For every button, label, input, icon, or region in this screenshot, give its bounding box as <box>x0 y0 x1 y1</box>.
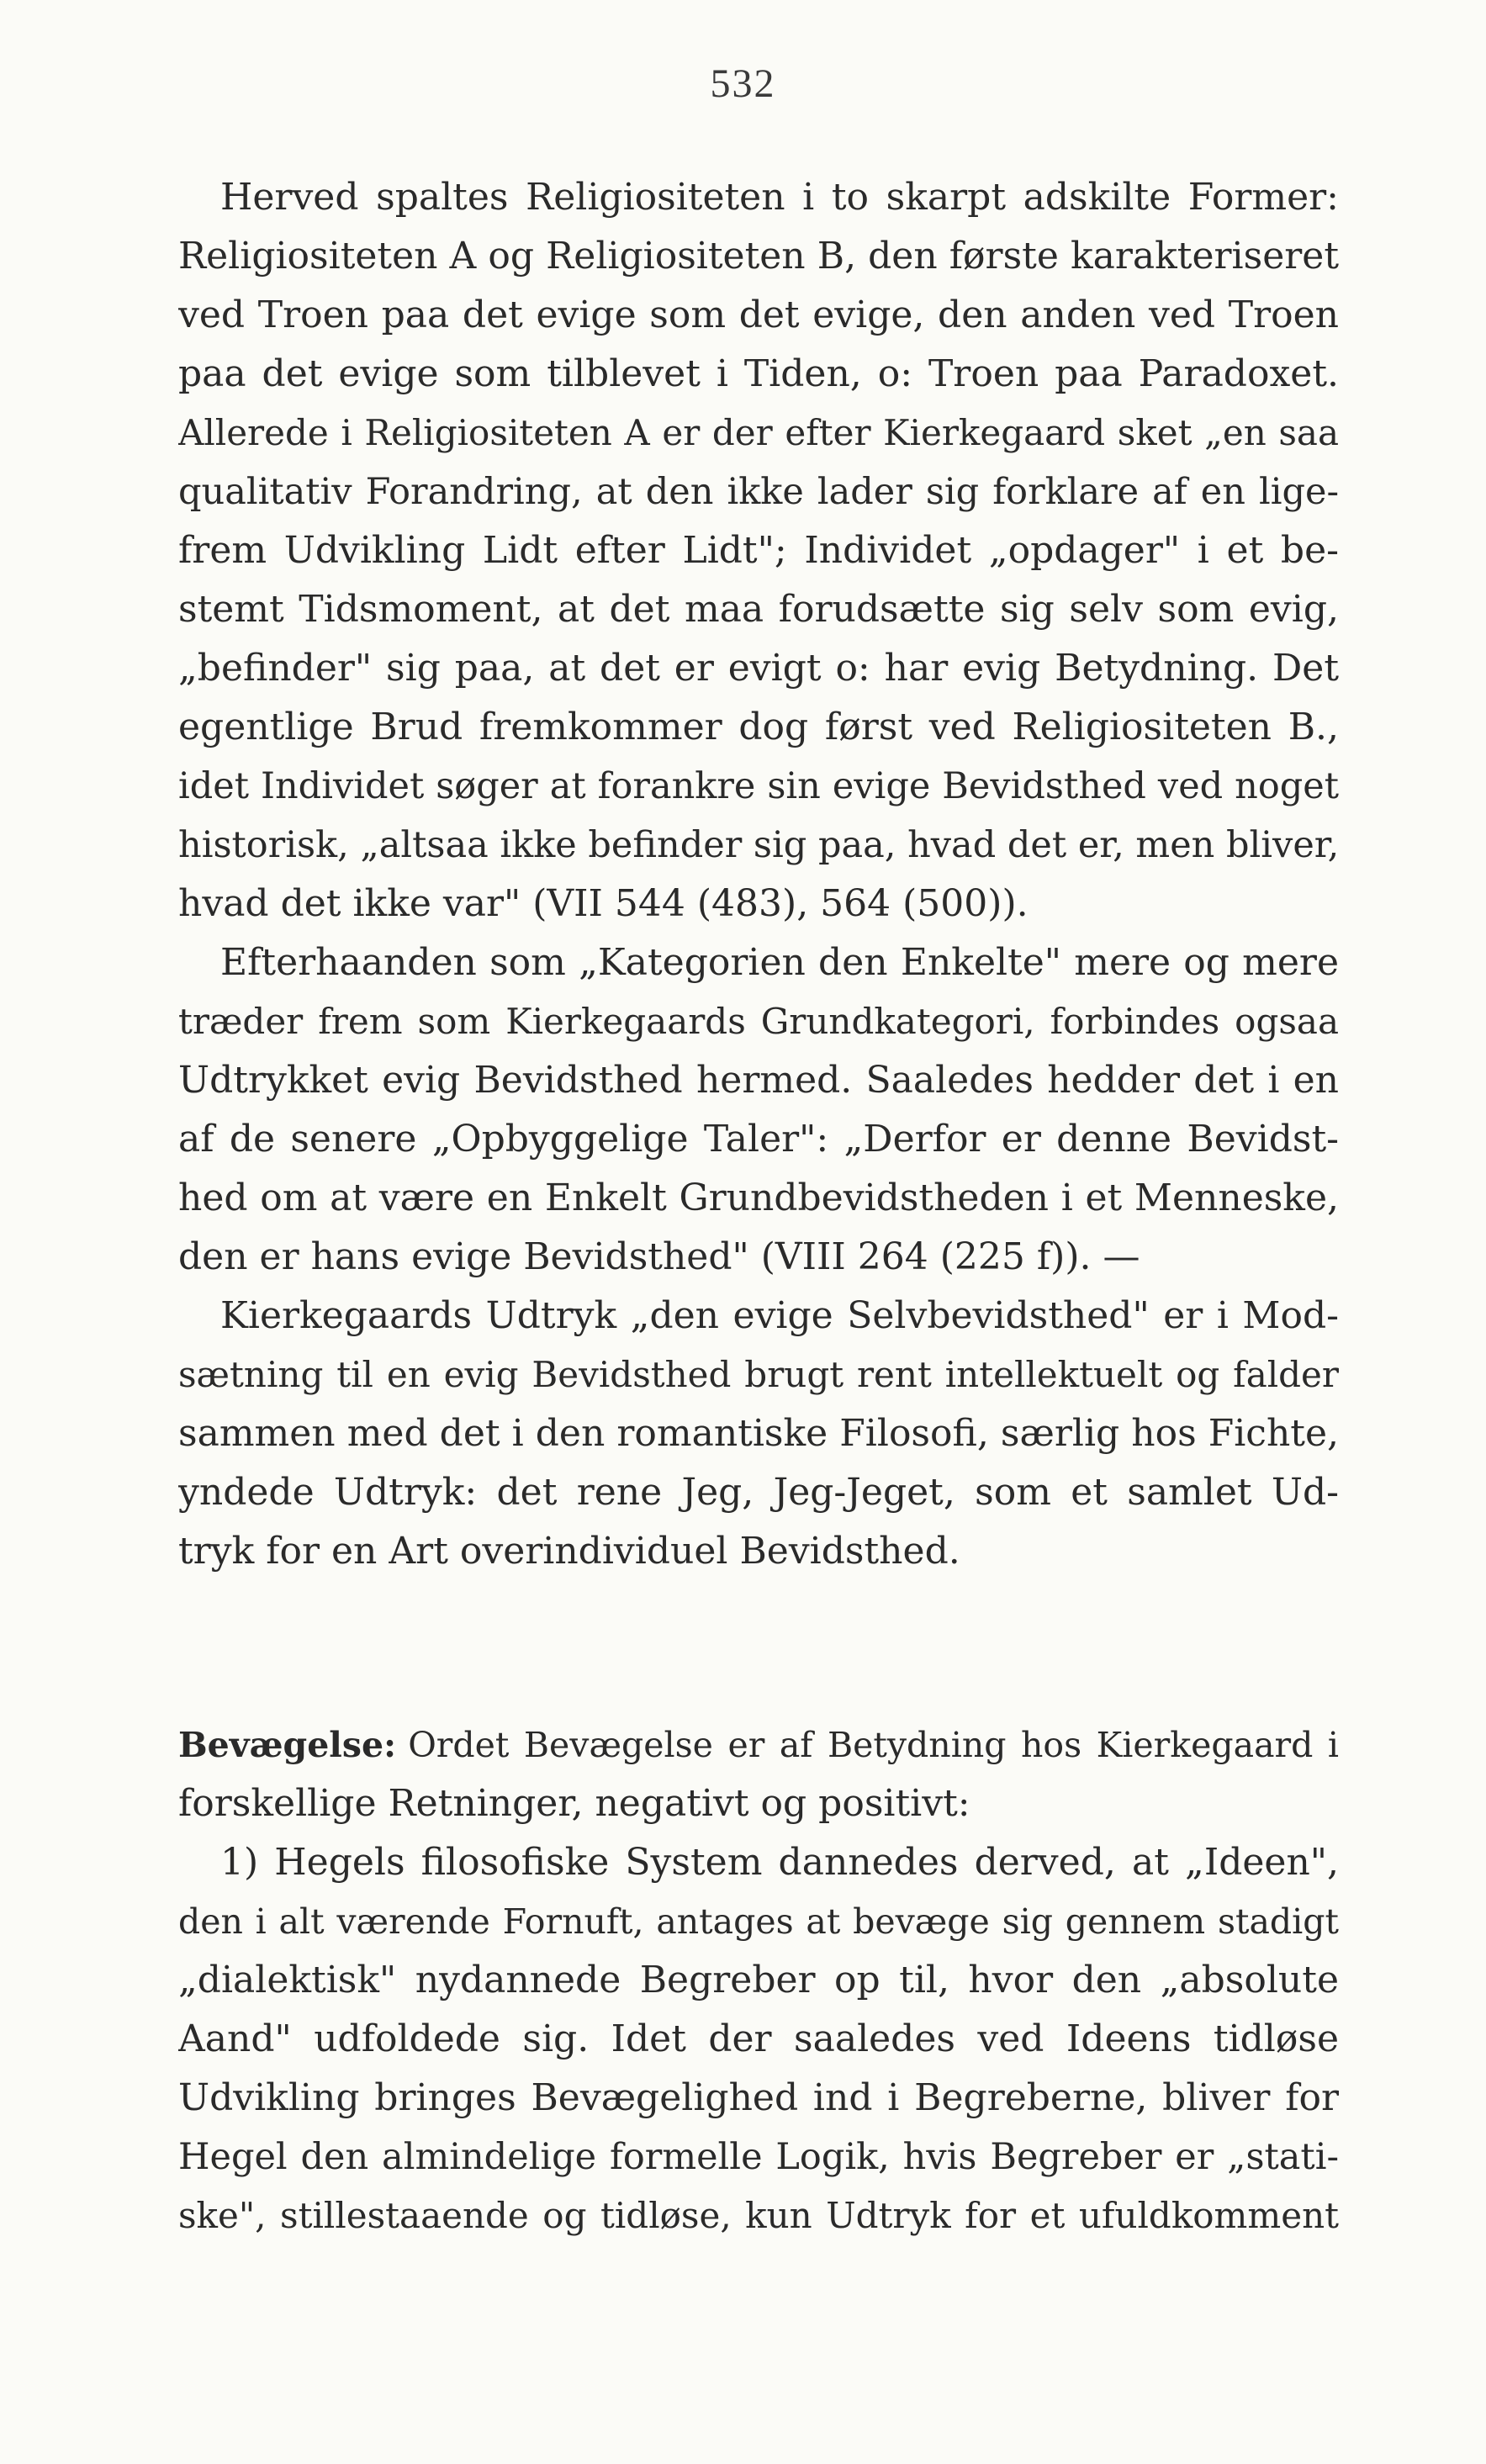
text-line: Udvikling bringes Bevægelighed ind i Begreberne, bliver for <box>178 2076 1339 2119</box>
text-line: historisk, „altsaa ikke befinder sig paa, hvad det er, men bliver, <box>178 824 1339 866</box>
text-line: den er hans evige Bevidsthed" (VIII 264 (225 f)). — <box>178 1235 1140 1278</box>
text-line: Herved spaltes Religiositeten i to skarpt adskilte Former: <box>220 176 1339 219</box>
text-line: Kierkegaards Udtryk „den evige Selvbevidsthed" er i Mod- <box>220 1294 1339 1337</box>
text-line: stemt Tidsmoment, at det maa forudsætte sig selv som evig, <box>178 588 1339 631</box>
entry-bevaegelse <box>178 1716 1339 2245</box>
text-line: tryk for en Art overindividuel Bevidsthed. <box>178 1530 960 1573</box>
text-line: Aand" udfoldede sig. Idet der saaledes ved Ideens tidløse <box>178 2017 1339 2060</box>
text-line: sætning til en evig Bevidsthed brugt rent intellektuelt og falder <box>178 1354 1339 1395</box>
entry-first-line <box>178 1716 1339 1774</box>
text-line: yndede Udtryk: det rene Jeg, Jeg-Jeget, som et samlet Ud- <box>178 1471 1339 1514</box>
text-line: hvad det ikke var" (VII 544 (483), 564 (500)). <box>178 882 1029 925</box>
text-line: sammen med det i den romantiske Filosofi, særlig hos Fichte, <box>178 1412 1339 1455</box>
entry-headword: Bevægelse: <box>178 1725 397 1765</box>
text-line: ske", stillestaaende og tidløse, kun Udtryk for et ufuldkomment <box>178 2195 1339 2236</box>
text-line: egentlige Brud fremkommer dog først ved Religiositeten B., <box>178 706 1339 748</box>
text-line: Hegel den almindelige formelle Logik, hvis Begreber er „stati- <box>178 2136 1339 2178</box>
paragraph-block-religiositet <box>178 168 1339 1581</box>
text-line: forskellige Retninger, negativt og positivt: <box>178 1782 970 1825</box>
text-line: den i alt værende Fornuft, antages at bevæge sig gennem stadigt <box>178 1901 1339 1942</box>
text-line: træder frem som Kierkegaards Grundkategori, forbindes ogsaa <box>178 1001 1339 1042</box>
entry-first-line-text: Ordet Bevægelse er af Betydning hos Kierkegaard i <box>408 1725 1339 1765</box>
page-number: 532 <box>710 61 776 106</box>
text-line: 1) Hegels filosofiske System dannedes derved, at „Ideen", <box>220 1841 1339 1884</box>
text-line: „befinder" sig paa, at det er evigt o: har evig Betydning. Det <box>178 647 1339 690</box>
text-line: hed om at være en Enkelt Grundbevidstheden i et Menneske, <box>178 1176 1339 1219</box>
text-line: qualitativ Forandring, at den ikke lader sig forklare af en lige- <box>178 471 1339 513</box>
text-line: paa det evige som tilblevet i Tiden, o: Troen paa Paradoxet. <box>178 352 1339 395</box>
text-line: Religiositeten A og Religiositeten B, den første karakteriseret <box>178 235 1339 278</box>
text-line: ved Troen paa det evige som det evige, den anden ved Troen <box>178 293 1339 336</box>
text-line: Allerede i Religiositeten A er der efter Kierkegaard sket „en saa <box>178 412 1339 453</box>
text-line: Udtrykket evig Bevidsthed hermed. Saaledes hedder det i en <box>178 1059 1339 1102</box>
text-line: af de senere „Opbyggelige Taler": „Derfor er denne Bevidst- <box>178 1118 1339 1161</box>
text-line: „dialektisk" nydannede Begreber op til, hvor den „absolute <box>178 1959 1339 2001</box>
text-line: idet Individet søger at forankre sin evige Bevidsthed ved noget <box>178 765 1339 807</box>
text-line: Efterhaanden som „Kategorien den Enkelte" mere og mere <box>220 941 1339 984</box>
text-line: frem Udvikling Lidt efter Lidt"; Individet „opdager" i et be- <box>178 529 1339 572</box>
